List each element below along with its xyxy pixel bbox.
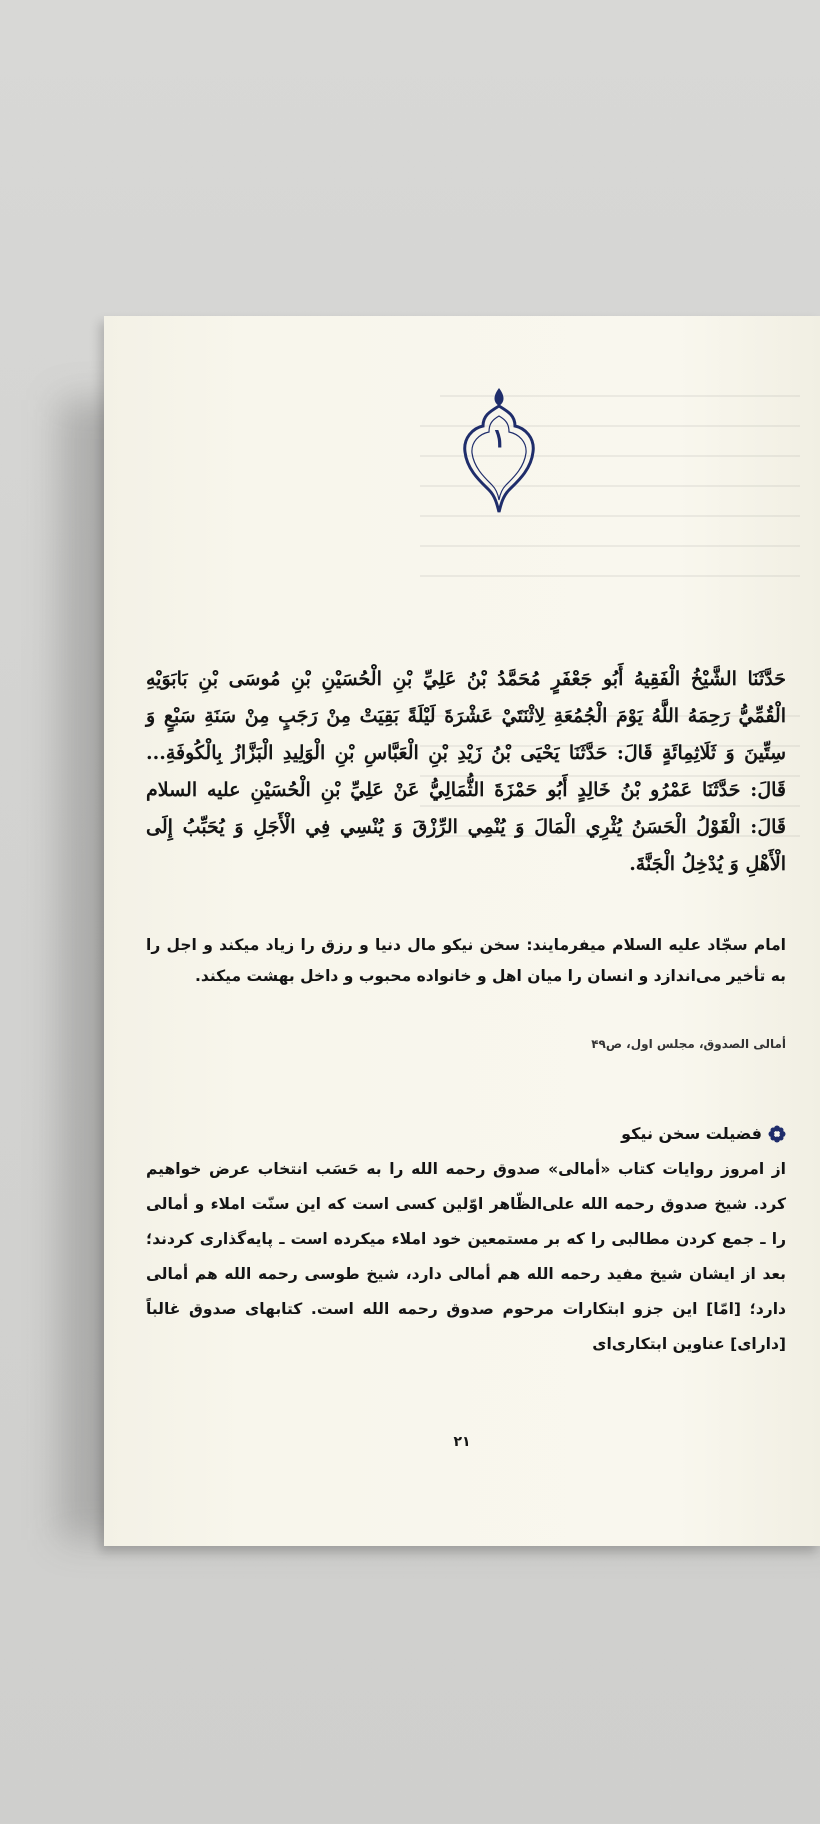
chapter-ornament (459, 386, 539, 516)
hadith-arabic-text: حَدَّثَنَا الشَّيْخُ الْفَقِيهُ أَبُو جَعْفَرٍ مُحَمَّدُ بْنُ عَلِيِّ بْنِ الْحُسَيْنِ بْنِ مُوسَى بْنِ بَابَوَيْهِ الْقُمِّيُّ رَحِمَهُ اللَّهُ يَوْمَ الْجُمُعَةِ لِاثْنَتَيْ عَشْرَةَ لَيْلَةً بَقِيَتْ مِنْ رَجَبٍ مِنْ سَنَةِ سَبْعٍ وَ سِتِّينَ وَ ثَلَاثِمِائَةٍ قَالَ: حَدَّثَنَا يَحْيَى بْنُ زَيْدِ بْنِ الْعَبَّاسِ بْنِ الْوَلِيدِ الْبَزَّازُ بِالْكُوفَةِ... قَالَ: حَدَّثَنَا عَمْرُو بْنُ خَالِدٍ أَبُو حَمْزَةَ الثُّمَالِيُّ عَنْ عَلِيِّ بْنِ الْحُسَيْنِ عليه السلام قَالَ: الْقَوْلُ الْحَسَنُ يُثْرِي الْمَالَ وَ يُنْمِي الرِّزْقَ وَ يُنْسِي فِي الْأَجَلِ وَ يُحَبِّبُ إِلَى الْأَهْلِ وَ يُدْخِلُ الْجَنَّةَ. (146, 668, 786, 875)
section-title: فضیلت سخن نیکو (621, 1124, 762, 1143)
book-page (104, 316, 820, 1546)
section-body-text: از امروز روایات کتاب «أمالی» صدوق رحمه الله را به حَسَب انتخاب عرض خواهیم کرد. شیخ صدوق رحمه الله علی‌الظّاهر اوّلین کسی است که این سنّت املاء و أمالی را ـ جمع کردن مطالبی را که بر مستمعین خود املاء میکرده است ـ پایه‌گذاری کردند؛ بعد از ایشان شیخ مفید رحمه الله هم أمالی دارد، شیخ طوسی رحمه الله هم أمالی دارد؛ [امّا] این جزو ابتکارات مرحوم صدوق رحمه الله است. کتابهای صدوق غالباً [دارای] عناوین ابتکاری‌ای (146, 1160, 786, 1353)
section-heading (621, 1124, 786, 1143)
flower-icon (768, 1125, 786, 1143)
hadith-translation: امام سجّاد عليه السلام میفرمایند: سخن نیکو مال دنیا و رزق را زیاد میکند و اجل را به تأخیر می‌اندازد و انسان را میان اهل و خانواده محبوب و داخل بهشت میکند. (146, 936, 786, 985)
hadith-source-citation: أمالی الصدوق، مجلس اول، ص۴۹ (591, 1037, 786, 1051)
page-number: ۲۱ (453, 1434, 471, 1450)
chapter-number: ۱ (492, 424, 506, 454)
